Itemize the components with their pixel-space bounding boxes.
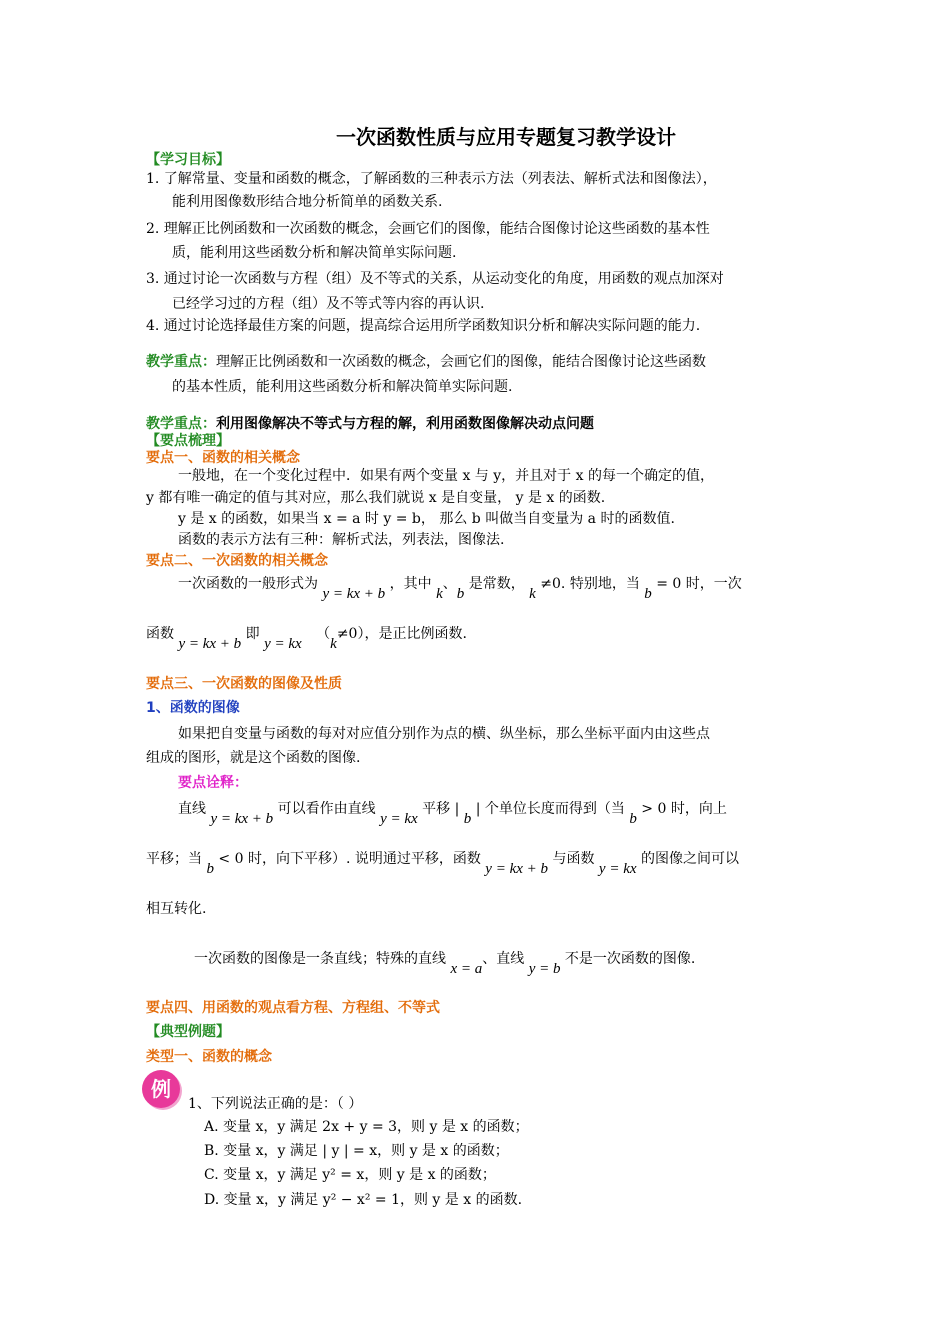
example-question: 1、下列说法正确的是：（ ） xyxy=(188,1096,363,1112)
key-point-1-cont: 的基本性质，能利用这些函数分析和解决简单实际问题. xyxy=(172,379,513,395)
formula-proportional: y = kx xyxy=(264,636,302,652)
example-badge-icon: 例 xyxy=(142,1070,180,1108)
point-1-line-2: y 都有唯一确定的值与其对应，那么我们就说 x 是自变量， y 是 x 的函数. xyxy=(146,490,606,506)
text-run: ≠0），是正比例函数. xyxy=(336,626,467,642)
note-heading: 要点诠释： xyxy=(178,775,248,791)
note-line-4 xyxy=(194,950,696,977)
option-a: A. 变量 x，y 满足 2x + y = 3，则 y 是 x 的函数； xyxy=(204,1119,529,1135)
var-b: b xyxy=(644,586,652,602)
point-1-line-4: 函数的表示方法有三种：解析式法，列表法，图像法. xyxy=(178,532,505,548)
text-run: 一次函数的一般形式为 xyxy=(178,576,318,592)
formula-horizontal-line: y = b xyxy=(528,961,561,977)
note-line-1 xyxy=(178,800,727,827)
key-point-2-text: 利用图像解决不等式与方程的解，利用函数图像解决动点问题 xyxy=(216,416,594,432)
text-run: 平移；当 xyxy=(146,851,202,867)
text-run: 函数 xyxy=(146,626,174,642)
goal-2-line-b: 质，能利用这些函数分析和解决简单实际问题. xyxy=(172,245,457,261)
text-run: 一次函数的图像是一条直线；特殊的直线 xyxy=(194,951,446,967)
text-run: 、 xyxy=(442,576,457,592)
text-run: ，其中 xyxy=(389,576,432,592)
option-d: D. 变量 x，y 满足 y² − x² = 1，则 y 是 x 的函数. xyxy=(204,1192,523,1208)
points-heading: 【要点梳理】 xyxy=(146,433,230,449)
formula-vertical-line: x = a xyxy=(450,961,483,977)
formula-linear: y = kx + b xyxy=(210,811,274,827)
key-point-1 xyxy=(146,353,706,371)
note-line-2 xyxy=(146,850,739,877)
type-1-heading: 类型一、函数的概念 xyxy=(146,1049,272,1065)
text-run: 、直线 xyxy=(482,951,525,967)
point-2-heading: 要点二、一次函数的相关概念 xyxy=(146,553,328,569)
point-2-line-2 xyxy=(146,625,467,652)
var-b: b xyxy=(206,861,214,877)
point-1-line-3: y 是 x 的函数，如果当 x = a 时 y = b， 那么 b 叫做当自变量为 a 时的函数值. xyxy=(178,511,675,527)
key-point-1-text: 理解正比例函数和一次函数的概念，会画它们的图像，能结合图像讨论这些函数 xyxy=(216,354,706,370)
point-3-heading: 要点三、一次函数的图像及性质 xyxy=(146,676,342,692)
examples-heading: 【典型例题】 xyxy=(146,1024,230,1040)
point-3-line-1: 如果把自变量与函数的每对对应值分别作为点的横、纵坐标，那么坐标平面内由这些点 xyxy=(178,726,710,742)
point-2-line-1 xyxy=(178,575,742,602)
formula-proportional: y = kx xyxy=(380,811,418,827)
option-b: B. 变量 x，y 满足 | y | = x，则 y 是 x 的函数； xyxy=(204,1143,509,1159)
text-run: 平移 | xyxy=(422,801,460,817)
text-run: | 个单位长度而得到（当 xyxy=(475,801,625,817)
text-run: （ xyxy=(316,626,331,642)
text-run: 即 xyxy=(245,626,260,642)
text-run: 不是一次函数的图像. xyxy=(564,951,696,967)
goal-1-line-a: 1. 了解常量、变量和函数的概念，了解函数的三种表示方法（列表法、解析式法和图像法）， xyxy=(146,171,717,187)
point-3-sub-1: 1、函数的图像 xyxy=(146,700,240,716)
point-3-line-2: 组成的图形，就是这个函数的图像. xyxy=(146,750,361,766)
key-point-2-label: 教学重点： xyxy=(146,416,216,432)
text-run: 与函数 xyxy=(552,851,595,867)
var-b: b xyxy=(456,586,465,602)
formula-proportional: y = kx xyxy=(598,861,637,877)
point-1-heading: 要点一、函数的相关概念 xyxy=(146,450,300,466)
goal-2-line-a: 2. 理解正比例函数和一次函数的概念，会画它们的图像，能结合图像讨论这些函数的基本性 xyxy=(146,221,710,237)
var-b: b xyxy=(463,811,472,827)
text-run: 可以看作由直线 xyxy=(277,801,376,817)
text-run: ≠0. 特别地，当 xyxy=(540,576,640,592)
text-run: 直线 xyxy=(178,801,206,817)
text-run: < 0 时，向下平移）. 说明通过平移，函数 xyxy=(218,851,481,867)
var-b: b xyxy=(629,811,637,827)
note-line-3: 相互转化. xyxy=(146,901,207,917)
goal-1-line-b: 能利用图像数形结合地分析简单的函数关系. xyxy=(172,194,443,210)
goals-heading: 【学习目标】 xyxy=(146,152,230,168)
var-k: k xyxy=(436,586,443,602)
var-k: k xyxy=(330,636,337,652)
formula-linear: y = kx + b xyxy=(485,861,549,877)
key-point-2 xyxy=(146,415,594,433)
point-1-line-1: 一般地，在一个变化过程中．如果有两个变量 x 与 y，并且对于 x 的每一个确定的值， xyxy=(178,468,714,484)
key-point-1-label: 教学重点： xyxy=(146,354,216,370)
text-run: > 0 时，向上 xyxy=(641,801,727,817)
formula-linear: y = kx + b xyxy=(322,586,386,602)
option-c: C. 变量 x，y 满足 y² = x，则 y 是 x 的函数； xyxy=(204,1167,496,1183)
formula-linear: y = kx + b xyxy=(178,636,242,652)
text-run: = 0 时，一次 xyxy=(656,576,742,592)
goal-4: 4. 通过讨论选择最佳方案的问题，提高综合运用所学函数知识分析和解决实际问题的能力. xyxy=(146,318,701,334)
text-run: 是常数， xyxy=(468,576,525,592)
text-run: 的图像之间可以 xyxy=(640,851,739,867)
page-title: 一次函数性质与应用专题复习教学设计 xyxy=(336,125,676,149)
var-k: k xyxy=(529,586,536,602)
point-4-heading: 要点四、用函数的观点看方程、方程组、不等式 xyxy=(146,1000,440,1016)
goal-3-line-a: 3. 通过讨论一次函数与方程（组）及不等式的关系，从运动变化的角度，用函数的观点加深对 xyxy=(146,271,724,287)
goal-3-line-b: 已经学习过的方程（组）及不等式等内容的再认识. xyxy=(172,296,485,312)
